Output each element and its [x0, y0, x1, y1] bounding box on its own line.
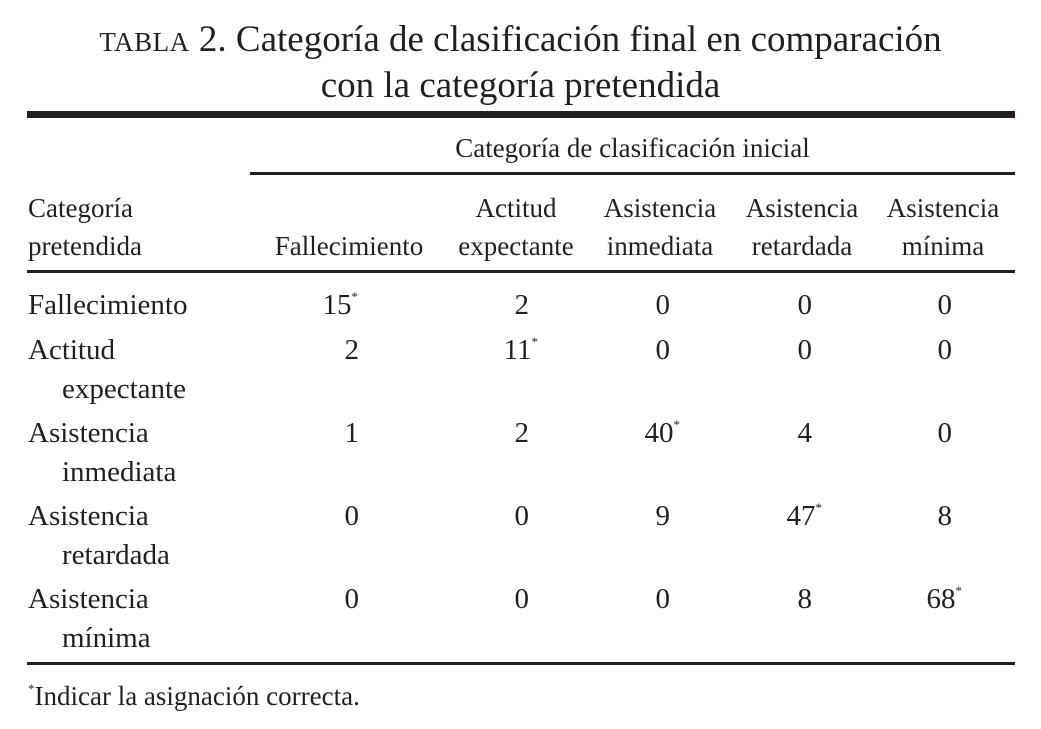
correct-marker: *	[351, 289, 358, 304]
column-header-4-line-1: Asistencia	[745, 193, 859, 223]
table-cell: 47*	[786, 500, 822, 532]
table-cell: 2	[344, 334, 359, 366]
column-header-2-line-1: Actitud	[475, 193, 557, 223]
correct-marker: *	[531, 334, 538, 349]
column-header-2-line-2: expectante	[458, 231, 574, 261]
column-header-3-line-1: Asistencia	[603, 193, 717, 223]
row-label: Actitud	[28, 334, 115, 366]
table-cell: 0	[797, 289, 812, 321]
table-cell: 0	[344, 583, 359, 615]
correct-marker: *	[955, 583, 962, 598]
row-header-line-2: pretendida	[28, 231, 142, 261]
correct-marker: *	[815, 500, 822, 515]
row-header-line-1: Categoría	[28, 193, 133, 223]
footnote-marker: *	[28, 681, 35, 696]
title-line-1	[0, 18, 1041, 64]
table-cell: 8	[937, 500, 952, 532]
table-cell: 68*	[926, 583, 962, 615]
table-title	[0, 18, 1041, 108]
footnote-text: Indicar la asignación correcta.	[34, 681, 360, 711]
table-cell: 2	[514, 417, 529, 449]
table-cell: 0	[655, 289, 670, 321]
spanner-rule	[250, 172, 1015, 175]
table-cell: 15*	[322, 289, 358, 321]
table-cell: 4	[797, 417, 812, 449]
top-rule	[27, 111, 1015, 118]
table-cell: 0	[514, 583, 529, 615]
row-label-continuation: inmediata	[62, 456, 177, 488]
table-cell: 11*	[503, 334, 538, 366]
table-cell: 0	[344, 500, 359, 532]
row-label-continuation: retardada	[62, 539, 170, 571]
table-cell: 9	[655, 500, 670, 532]
column-header-5-line-2: mínima	[901, 231, 985, 261]
table-footnote	[28, 678, 360, 714]
title-text-line-1: Categoría de clasificación final en comparación	[235, 19, 942, 60]
row-label: Asistencia	[28, 417, 149, 449]
column-header-5-line-1: Asistencia	[886, 193, 1000, 223]
column-header-3-line-2: inmediata	[606, 231, 714, 261]
table-cell: 1	[344, 417, 359, 449]
row-label-continuation: expectante	[62, 373, 186, 405]
column-header-1: Fallecimiento	[274, 231, 424, 261]
title-label-number: 2.	[198, 19, 227, 60]
row-label-continuation: mínima	[62, 622, 151, 654]
table-cell: 0	[797, 334, 812, 366]
table-cell: 0	[937, 289, 952, 321]
header-rule	[27, 270, 1015, 273]
table-cell: 2	[514, 289, 529, 321]
title-label-prefix: TABLA	[99, 27, 190, 57]
row-label: Asistencia	[28, 583, 149, 615]
table-cell: 8	[797, 583, 812, 615]
table-cell: 40*	[644, 417, 680, 449]
table-cell: 0	[937, 417, 952, 449]
table-cell: 0	[937, 334, 952, 366]
table-cell: 0	[514, 500, 529, 532]
column-header-4-line-2: retardada	[751, 231, 853, 261]
spanner-header: Categoría de clasificación inicial	[455, 133, 810, 163]
bottom-rule	[27, 662, 1015, 665]
table-cell: 0	[655, 583, 670, 615]
table-cell: 0	[655, 334, 670, 366]
row-label: Asistencia	[28, 500, 149, 532]
row-label: Fallecimiento	[28, 289, 188, 321]
title-text-line-2: con la categoría pretendida	[320, 65, 721, 106]
correct-marker: *	[673, 417, 680, 432]
